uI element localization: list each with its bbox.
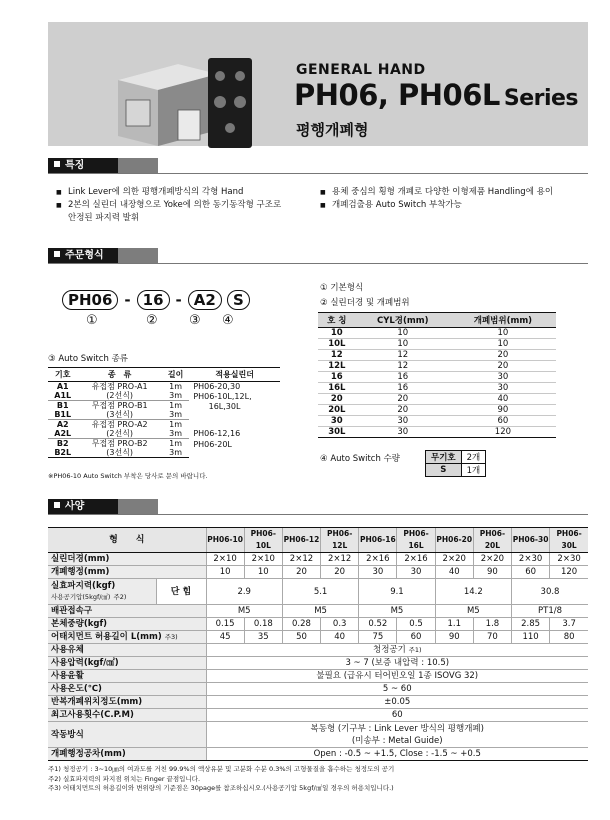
switch-kind: 무접점 PRO-B1 (91, 401, 148, 410)
features-right (320, 186, 566, 212)
qty-code: 무기호 (426, 451, 462, 464)
switch-code: A2L (48, 429, 77, 439)
cyl-row: 30 30 60 (318, 416, 556, 427)
feature-item: ■ 2본의 실린더 내장형으로 Yoke에 의한 동기동작형 구조로 안정된 파지력 발휘 (56, 199, 288, 225)
note-switch-type: ③ Auto Switch 종류 (48, 354, 128, 364)
product-photo (108, 52, 258, 152)
order-code-part: S (227, 290, 250, 310)
switch-kind: (3선식) (77, 410, 161, 420)
spec-model: PH06-12L (321, 528, 359, 553)
header-title (294, 78, 578, 112)
spec-model: PH06-10 (206, 528, 244, 553)
spec-model: PH06-30 (512, 528, 550, 553)
switch-header: 기호 (48, 368, 77, 382)
order-code-number: ④ (222, 313, 234, 328)
section-order (48, 248, 158, 263)
switch-length: 3m (162, 429, 189, 439)
spec-row-freq: 최고사용횟수(C.P.M) 60 (48, 709, 588, 722)
cyl-row: 20L 20 90 (318, 405, 556, 416)
cyl-row: 12 12 20 (318, 350, 556, 361)
footnote: 주3) 어태치먼트의 허용길이와 변위량의 기준점은 30page를 참조하십시오.(사용공기압 5kgf/㎠일 경우의 허용치입니다.) (48, 784, 394, 792)
cyl-row: 16 16 30 (318, 372, 556, 383)
cyl-row: 10L 10 10 (318, 339, 556, 350)
switch-applies: PH06-12,16 PH06-20L (193, 428, 241, 449)
note-cyl-range: ② 실린더경 및 개폐범위 (320, 298, 410, 308)
features-left (56, 186, 288, 225)
switch-kind: (2선식) (77, 391, 161, 401)
spec-row-port: 배관접속구 M5 M5 M5 M5 PT1/8 (48, 605, 588, 618)
spec-row-action: 작동방식 복동형 (기구부 : Link Lever 방식의 평행개폐) (미송부 : Metal Guide) (48, 722, 588, 748)
switch-length: 1m (169, 439, 183, 448)
order-code: PH06 - 16 - A2 S (62, 290, 250, 310)
footnote: 주2) 실효파지력의 파지점 위치는 Finger 끝점입니다. (48, 774, 201, 783)
cyl-row: 10 10 10 (318, 328, 556, 339)
cyl-row: 20 20 40 (318, 394, 556, 405)
cyl-table (318, 312, 556, 438)
divider (48, 263, 588, 264)
section-features-label: 특징 (48, 158, 118, 173)
switch-code: A1L (48, 391, 77, 401)
switch-length: 3m (162, 448, 189, 458)
spec-model: PH06-10L (244, 528, 282, 553)
switch-code: B1 (56, 401, 69, 410)
switch-length: 1m (169, 420, 183, 429)
switch-table (48, 367, 280, 458)
spec-model: PH06-16L (397, 528, 435, 553)
switch-kind: 유접점 PRO-A1 (91, 382, 148, 391)
qty-value: 2개 (461, 451, 486, 464)
header-korean-title: 평행개폐형 (296, 121, 369, 139)
spec-row-pressure: 사용압력(kgf/㎠) 3 ~ 7 (보증 내압력 : 10.5) (48, 657, 588, 670)
cyl-row: 12L 12 20 (318, 361, 556, 372)
spec-table (48, 527, 588, 761)
switch-header: 길이 (162, 368, 189, 382)
title-series: Series (503, 86, 579, 111)
spec-row-temp: 사용온도(℃) 5 ~ 60 (48, 683, 588, 696)
switch-code: B2L (48, 448, 77, 458)
header-subtitle: GENERAL HAND (296, 62, 426, 78)
title-models: PH06, PH06L (294, 78, 500, 112)
note-basic: ① 기본형식 (320, 283, 364, 293)
qty-table (425, 450, 486, 477)
spec-model: PH06-20 (435, 528, 473, 553)
cyl-row: 16L 16 30 (318, 383, 556, 394)
spec-row-lube: 사용윤활 불필요 (급유시 터어빈오일 1종 ISOVG 32) (48, 670, 588, 683)
switch-code: A1 (56, 382, 69, 391)
spec-row-stroke: 개폐행정(mm) 10 10 20 20 30 30 40 90 60 120 (48, 566, 588, 579)
switch-code: B2 (56, 439, 69, 448)
spec-model: PH06-20L (473, 528, 511, 553)
spec-row-attachment: 어태치먼트 허용길이 L(mm) 주3) 45 35 50 40 75 60 90 70 110 80 (48, 631, 588, 644)
spec-model: PH06-12 (282, 528, 320, 553)
cyl-header: 개폐범위(mm) (450, 313, 556, 328)
note-switch-qty: ④ Auto Switch 수량 (320, 454, 400, 464)
cyl-header: CYL경(mm) (356, 313, 450, 328)
switch-length: 1m (169, 401, 183, 410)
footnotes (48, 765, 394, 794)
switch-kind: 유접점 PRO-A2 (91, 420, 148, 429)
switch-code: A2 (56, 420, 69, 429)
order-code-part: A2 (188, 290, 222, 310)
section-spec (48, 499, 158, 514)
order-code-number: ② (146, 313, 158, 328)
cyl-row: 30L 30 120 (318, 427, 556, 438)
switch-footnote: ※PH06-10 Auto Switch 부착은 당사로 문의 바랍니다. (48, 472, 208, 480)
divider (48, 514, 588, 515)
switch-header: 적용실린더 (189, 368, 280, 382)
section-order-label: 주문형식 (48, 248, 118, 263)
spec-row-repeat: 반복개폐위치정도(mm) ±0.05 (48, 696, 588, 709)
spec-row-tolerance: 개폐행정공차(mm) Open : -0.5 ~ +1.5, Close : -1.5 ~ +0.5 (48, 748, 588, 761)
switch-code: B1L (48, 410, 77, 420)
switch-kind: (2선식) (77, 429, 161, 439)
order-code-number: ③ (189, 313, 201, 328)
section-spec-label: 사양 (48, 499, 118, 514)
switch-length: 3m (162, 410, 189, 420)
cyl-header: 호 칭 (318, 313, 356, 328)
spec-row-bore: 실린더경(mm) 2×10 2×10 2×12 2×12 2×16 2×16 2×20 2×20 2×30 2×30 (48, 553, 588, 566)
feature-item: ■ Link Lever에 의한 평행개폐방식의 각형 Hand (56, 186, 288, 199)
spec-model: PH06-16 (359, 528, 397, 553)
switch-length: 3m (162, 391, 189, 401)
order-code-part: PH06 (62, 290, 118, 310)
spec-row-weight: 본체중량(kgf) 0.15 0.18 0.28 0.3 0.52 0.5 1.1 1.8 2.85 3.7 (48, 618, 588, 631)
switch-applies: PH06-20,30 PH06-10L,12L, 16L,30L (193, 382, 252, 411)
feature-item: ■ 개폐검출용 Auto Switch 부착가능 (320, 199, 566, 212)
switch-header: 종 류 (77, 368, 161, 382)
footnote: 주1) 청정공기 : 3~10㎛의 여과도를 거친 99.9%의 액상유분 및 고분화 수분 0.3%의 고형물질을 흡수하는 청정도의 공기 (48, 765, 395, 773)
order-code-part: 16 (137, 290, 170, 310)
qty-value: 1개 (461, 464, 486, 477)
spec-model-label: 형 식 (48, 528, 206, 553)
switch-kind: 무접점 PRO-B2 (91, 439, 148, 448)
spec-row-force: 실효파지력(kgf) 사용공기압(5kgf/㎠) 주2) 단 힘 2.9 5.1 9.1 14.2 30.8 (48, 579, 588, 605)
header-banner (48, 22, 588, 146)
spec-model: PH06-30L (550, 528, 588, 553)
feature-item: ■ 용체 중심의 횡형 개폐로 다양한 이형제품 Handling에 용이 (320, 186, 566, 199)
qty-code: S (426, 464, 462, 477)
switch-length: 1m (169, 382, 183, 391)
order-code-number: ① (86, 313, 98, 328)
spec-row-fluid: 사용유체 청정공기 주1) (48, 644, 588, 657)
divider (48, 173, 588, 174)
switch-kind: (3선식) (77, 448, 161, 458)
section-features (48, 158, 158, 173)
